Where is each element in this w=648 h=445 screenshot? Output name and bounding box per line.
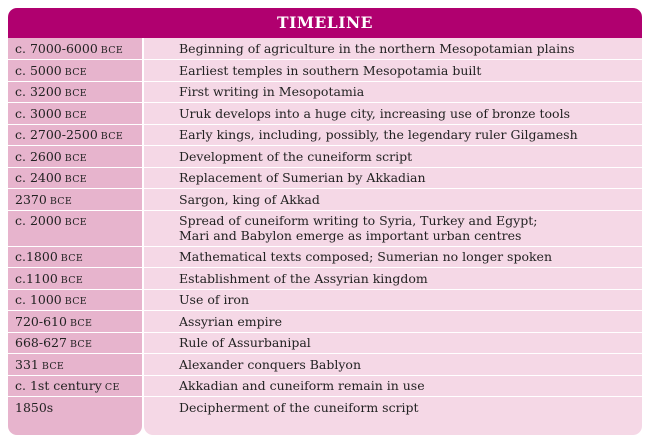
row-event [179,84,364,99]
row-date [15,335,92,350]
timeline-row [8,60,642,82]
timeline-row [8,397,642,419]
date-value: c. 1st century [15,378,102,393]
row-date [15,63,87,78]
date-value: c. 5000 [15,62,62,78]
event-text: Beginning of agriculture in the northern Mesopotamian plains [179,41,575,56]
event-text: Assyrian empire [179,313,282,329]
era-label: BCE [60,253,84,264]
row-event [179,41,575,56]
row-date [15,127,123,142]
timeline-row [8,375,642,397]
date-value: c. 3000 [15,105,62,121]
row-date [15,84,87,99]
timeline-row [8,189,642,211]
timeline-row [8,246,642,268]
timeline-row [8,354,642,376]
date-value: 331 [15,356,39,372]
event-text: First writing in Mesopotamia [179,84,365,99]
row-event [179,314,282,329]
date-value: c. 1000 [15,292,62,307]
row-event [179,335,311,350]
date-value: c. 2600 [15,148,62,164]
era-label: BCE [69,339,93,350]
table-title: TIMELINE [8,8,642,38]
row-event [179,149,412,164]
date-value: c. 3200 [15,84,62,99]
event-text: Rule of Assurbanipal [179,335,311,350]
row-event [179,249,552,264]
event-text: Uruk develops into a huge city, increasing use of bronze tools [179,105,570,121]
event-text: Alexander conquers Bablyon [179,356,361,372]
era-label: BCE [49,195,73,207]
date-value: c. 7000-6000 [15,41,98,56]
timeline-row [8,289,642,311]
row-event [179,106,570,121]
timeline-row [8,124,642,146]
row-date [15,292,87,307]
row-date [15,378,120,393]
row-date [15,106,87,121]
era-label: BCE [64,66,88,78]
event-text: Mathematical texts composed; Sumerian no longer spoken [179,249,553,264]
event-text: Early kings, including, possibly, the legendary ruler Gilgamesh [179,127,578,142]
event-text: Earliest temples in southern Mesopotamia built [179,62,482,78]
date-value: c. 2700-2500 [15,127,98,142]
row-date [15,249,83,264]
era-label: BCE [64,217,88,228]
era-label: BCE [100,131,124,142]
timeline-row [8,332,642,354]
row-event [179,192,320,207]
era-label: BCE [64,152,88,164]
date-value: c.1800 [15,249,58,264]
date-value: 720-610 [15,313,67,329]
row-date [15,149,87,164]
timeline-row [8,210,642,246]
row-date [15,271,83,286]
event-text: Sargon, king of Akkad [179,191,320,207]
event-text: Development of the cuneiform script [179,148,413,164]
era-label: BCE [64,109,88,121]
timeline-row [8,146,642,168]
row-date [15,400,53,415]
date-value: 2370 [15,191,47,207]
row-date [15,357,64,372]
row-event [179,271,428,286]
row-event [179,170,426,185]
date-value: c.1100 [15,270,58,286]
date-value: c. 2000 [15,213,62,228]
row-date [15,192,72,207]
event-text: Akkadian and cuneiform remain in use [179,378,425,393]
timeline-row [8,311,642,333]
date-value: c. 2400 [15,170,62,185]
timeline-row [8,103,642,125]
timeline-row [8,81,642,103]
timeline-row [8,268,642,290]
era-label: BCE [100,45,124,56]
row-event [179,400,419,415]
event-text: Decipherment of the cuneiform script [179,399,419,415]
row-event [179,213,537,243]
timeline-row [8,167,642,189]
row-date [15,314,92,329]
row-event [179,357,361,372]
date-value: 1850s [15,399,54,415]
era-label: BCE [41,360,65,372]
timeline-table [8,8,642,435]
row-event [179,378,425,393]
row-event [179,127,578,142]
row-event [179,63,481,78]
date-value: 668-627 [15,335,67,350]
event-text: Establishment of the Assyrian kingdom [179,270,428,286]
era-label: BCE [64,88,88,99]
event-text: Use of iron [179,292,249,307]
row-date [15,41,123,56]
era-label: CE [104,382,120,393]
event-text-line-2: Mari and Babylon emerge as important urban centres [179,228,522,243]
era-label: BCE [69,317,93,329]
timeline-row [8,38,642,60]
row-date [15,213,87,228]
era-label: BCE [60,274,84,286]
era-label: BCE [64,174,88,185]
era-label: BCE [64,296,88,307]
event-text: Spread of cuneiform writing to Syria, Turkey and Egypt; [179,213,538,228]
row-date [15,170,87,185]
row-event [179,292,249,307]
event-text: Replacement of Sumerian by Akkadian [179,170,426,185]
